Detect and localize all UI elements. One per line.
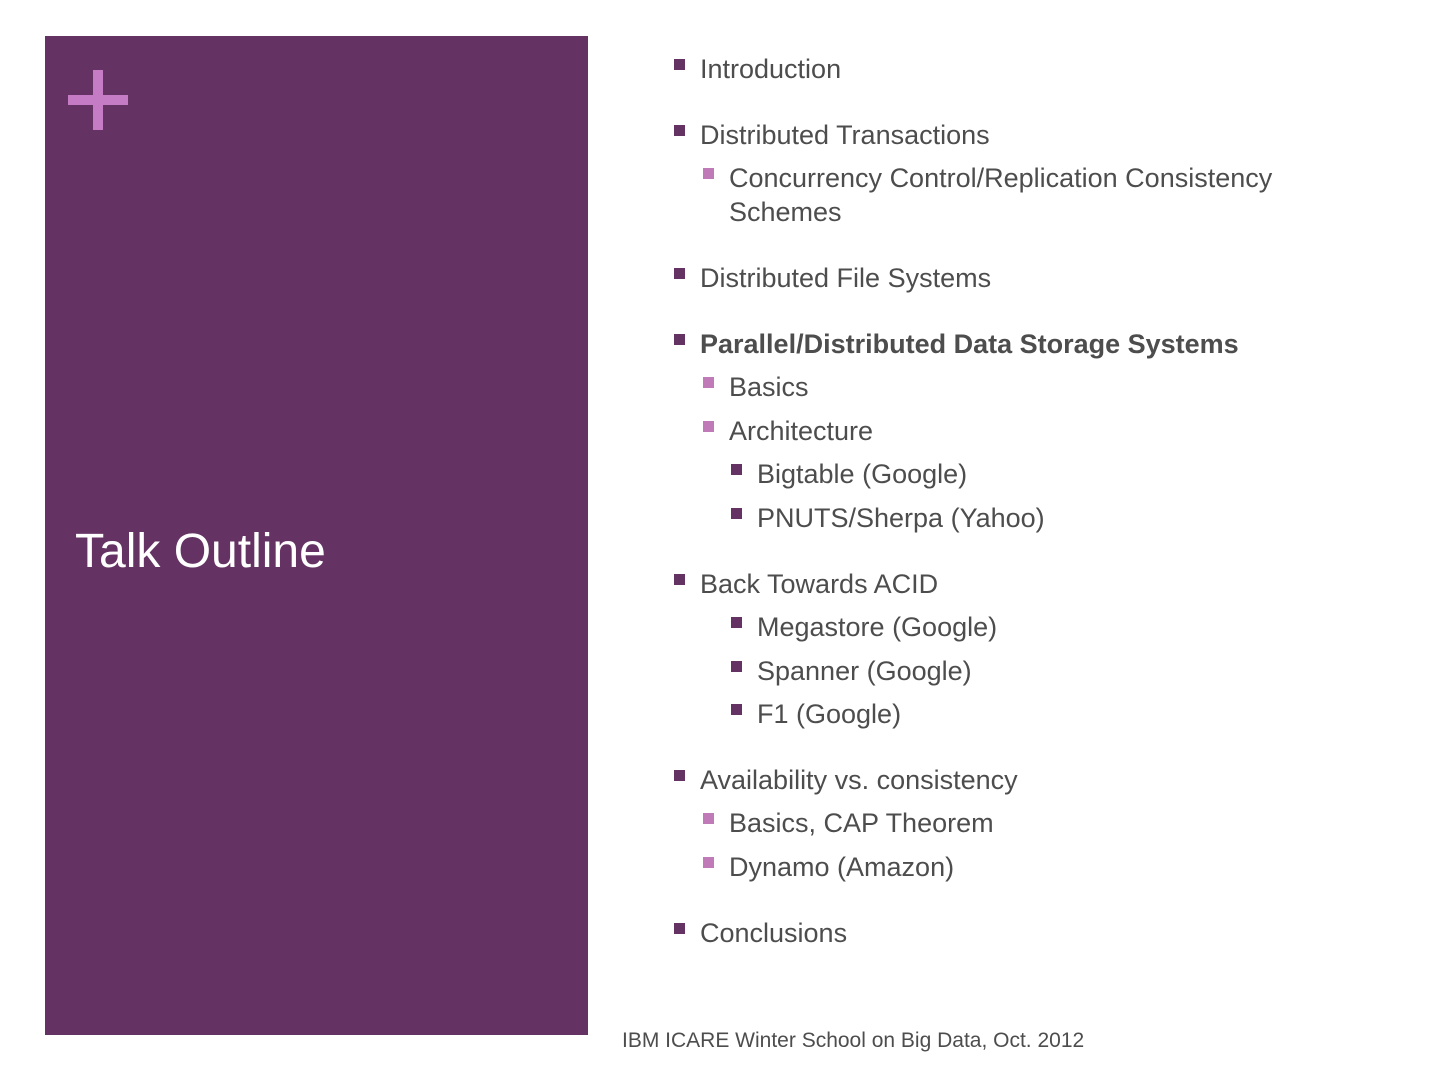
- outline-subitem: Dynamo (Amazon): [729, 850, 954, 884]
- square-bullet-icon: [674, 770, 685, 781]
- outline-subsubitem: Spanner (Google): [757, 654, 972, 688]
- outline-item-current: Parallel/Distributed Data Storage Systems: [700, 327, 1239, 361]
- square-bullet-icon: [731, 661, 742, 672]
- square-bullet-icon: [731, 617, 742, 628]
- outline-subsubitem: Megastore (Google): [757, 610, 997, 644]
- outline-subsubitem: PNUTS/Sherpa (Yahoo): [757, 501, 1045, 535]
- outline-item: Back Towards ACID: [700, 567, 938, 601]
- square-bullet-icon: [674, 268, 685, 279]
- footer-text: IBM ICARE Winter School on Big Data, Oct. 2012: [622, 1029, 1085, 1052]
- square-bullet-icon: [703, 857, 714, 868]
- square-bullet-icon: [674, 125, 685, 136]
- outline-subitem: Architecture: [729, 414, 873, 448]
- square-bullet-icon: [703, 421, 714, 432]
- square-bullet-icon: [731, 508, 742, 519]
- outline-subitem: Basics: [729, 370, 809, 404]
- square-bullet-icon: [731, 464, 742, 475]
- slide-title: Talk Outline: [75, 525, 326, 578]
- outline-item: Introduction: [700, 52, 841, 86]
- outline-item: Conclusions: [700, 916, 847, 950]
- outline-item: Distributed File Systems: [700, 261, 991, 295]
- square-bullet-icon: [731, 704, 742, 715]
- square-bullet-icon: [674, 59, 685, 70]
- outline-item: Availability vs. consistency: [700, 763, 1018, 797]
- square-bullet-icon: [674, 334, 685, 345]
- outline-subitem: Concurrency Control/Replication Consistency: [729, 161, 1272, 195]
- outline-item: Distributed Transactions: [700, 118, 990, 152]
- square-bullet-icon: [674, 923, 685, 934]
- square-bullet-icon: [674, 574, 685, 585]
- outline-subsubitem: Bigtable (Google): [757, 457, 967, 491]
- square-bullet-icon: [703, 377, 714, 388]
- outline-subitem-continuation: Schemes: [729, 197, 842, 227]
- square-bullet-icon: [703, 813, 714, 824]
- outline-subitem: Basics, CAP Theorem: [729, 806, 994, 840]
- outline-subsubitem: F1 (Google): [757, 697, 901, 731]
- square-bullet-icon: [703, 168, 714, 179]
